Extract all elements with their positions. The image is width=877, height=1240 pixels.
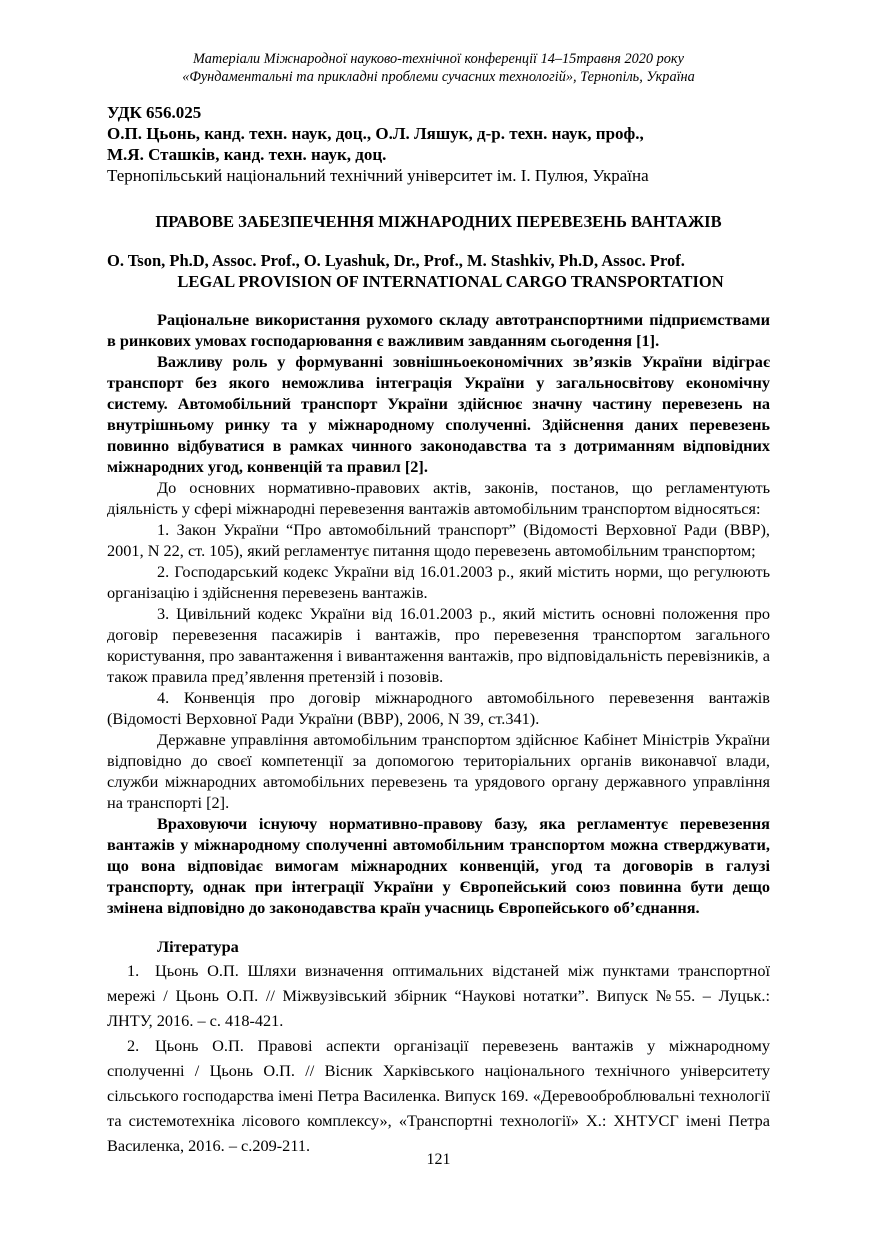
literature-heading: Література <box>157 937 239 956</box>
body-paragraph-1: Раціональне використання рухомого складу автотранспортними підприємствами в ринкових умовах господарювання є важливим завданням сьогодення [1]. <box>107 310 770 350</box>
article-title-ua: ПРАВОВЕ ЗАБЕЗПЕЧЕННЯ МІЖНАРОДНИХ ПЕРЕВЕЗЕНЬ ВАНТАЖІВ <box>155 212 722 231</box>
english-block <box>107 250 770 292</box>
english-title: LEGAL PROVISION OF INTERNATIONAL CARGO TRANSPORTATION <box>177 272 724 291</box>
reference-item <box>107 958 770 1033</box>
body-paragraph-5: Враховуючи існуючу нормативно-правову базу, яка регламентує перевезення вантажів у міжнародному сполученні автомобільним транспортом можна стверджувати, що вона відповідає вимогам міжнародних конвенцій, угод та договорів в галузі транспорту, однак при інтеграції України у Європейський союз повинна бути дещо змінена відповідно до законодавства країн учасниць Європейського об’єднання. <box>107 814 770 917</box>
authors-line1: О.П. Цьонь, канд. техн. наук, доц., О.Л. Ляшук, д-р. техн. наук, проф., <box>107 124 644 143</box>
reference-item <box>107 1033 770 1158</box>
conference-header-line1: Матеріали Міжнародної науково-технічної конференції 14–15травня 2020 року <box>193 51 684 67</box>
english-authors: O. Tson, Ph.D, Assoc. Prof., O. Lyashuk, Dr., Prof., M. Stashkiv, Ph.D, Assoc. Prof. <box>107 251 685 270</box>
document-page <box>107 50 770 1158</box>
reference-number: 2. <box>127 1036 140 1055</box>
body-list-item-1: 1. Закон України “Про автомобільний транспорт” (Відомості Верховної Ради (ВВР), 2001, N 22, ст. 105), який регламентує питання щодо перевезень автомобільним транспортом; <box>107 520 770 560</box>
body-list-item-3: 3. Цивільний кодекс України від 16.01.2003 р., який містить основні положення про договір перевезення пасажирів і вантажів, про перевезення транспортом загального користування, про завантаження і вивантаження вантажів, про відповідальність перевізників, а також правила пред’явлення претензій і позовів. <box>107 604 770 686</box>
conference-header-line2: «Фундаментальні та прикладні проблеми сучасних технологій», Тернопіль, Україна <box>182 69 695 85</box>
page-number: 121 <box>426 1151 451 1168</box>
udk-code: УДК 656.025 <box>107 103 202 122</box>
body-list-item-4: 4. Конвенція про договір міжнародного автомобільного перевезення вантажів (Відомості Верховної Ради України (ВВР), 2006, N 39, ст.341). <box>107 688 770 728</box>
reference-number: 1. <box>127 961 140 980</box>
affiliation: Тернопільський національний технічний університет ім. І. Пулюя, Україна <box>107 166 649 185</box>
article-meta <box>107 102 770 186</box>
body-paragraph-3: До основних нормативно-правових актів, законів, постанов, що регламентують діяльність у сфері міжнародні перевезення вантажів автомобільним транспортом відносяться: <box>107 478 770 518</box>
body-list-item-2: 2. Господарський кодекс України від 16.01.2003 р., який містить норми, що регулюють організацію і здійснення перевезень вантажів. <box>107 562 770 602</box>
article-body <box>107 309 770 918</box>
authors-line2: М.Я. Сташків, канд. техн. наук, доц. <box>107 145 387 164</box>
reference-list <box>107 958 770 1158</box>
reference-text: Цьонь О.П. Шляхи визначення оптимальних відстаней між пунктами транспортної мережі / Цьонь О.П. // Міжвузівський збірник “Наукові нотатки”. Випуск №55. – Луцьк.: ЛНТУ, 2016. – с. 418-421. <box>107 961 770 1030</box>
conference-header <box>107 50 770 86</box>
body-paragraph-2: Важливу роль у формуванні зовнішньоекономічних зв’язків України відіграє транспорт без якого неможлива інтеграція України у загальносвітову економічну систему. Автомобільний транспорт України здійснює значну частину перевезень на внутрішньому ринку та у міжнародному сполученні. Здійснення даних перевезень повинно відбуватися в рамках чинного законодавства та з дотриманням відповідних міжнародних угод, конвенцій та правил [2]. <box>107 352 770 476</box>
reference-text: Цьонь О.П. Правові аспекти організації перевезень вантажів у міжнародному сполученні / Цьонь О.П. // Вісник Харківського національного технічного університету сільського господарства імені Петра Василенка. Випуск 169. «Деревооброблювальні технології та системотехніка лісового комплексу», «Транспортні технології» Х.: ХНТУСГ імені Петра Василенка, 2016. – с.209-211. <box>107 1036 770 1155</box>
body-paragraph-4: Державне управління автомобільним транспортом здійснює Кабінет Міністрів України відповідно до своєї компетенції за допомогою територіальних органів виконавчої влади, служби міжнародних автомобільних перевезень та урядового органу державного управління на транспорті [2]. <box>107 730 770 812</box>
